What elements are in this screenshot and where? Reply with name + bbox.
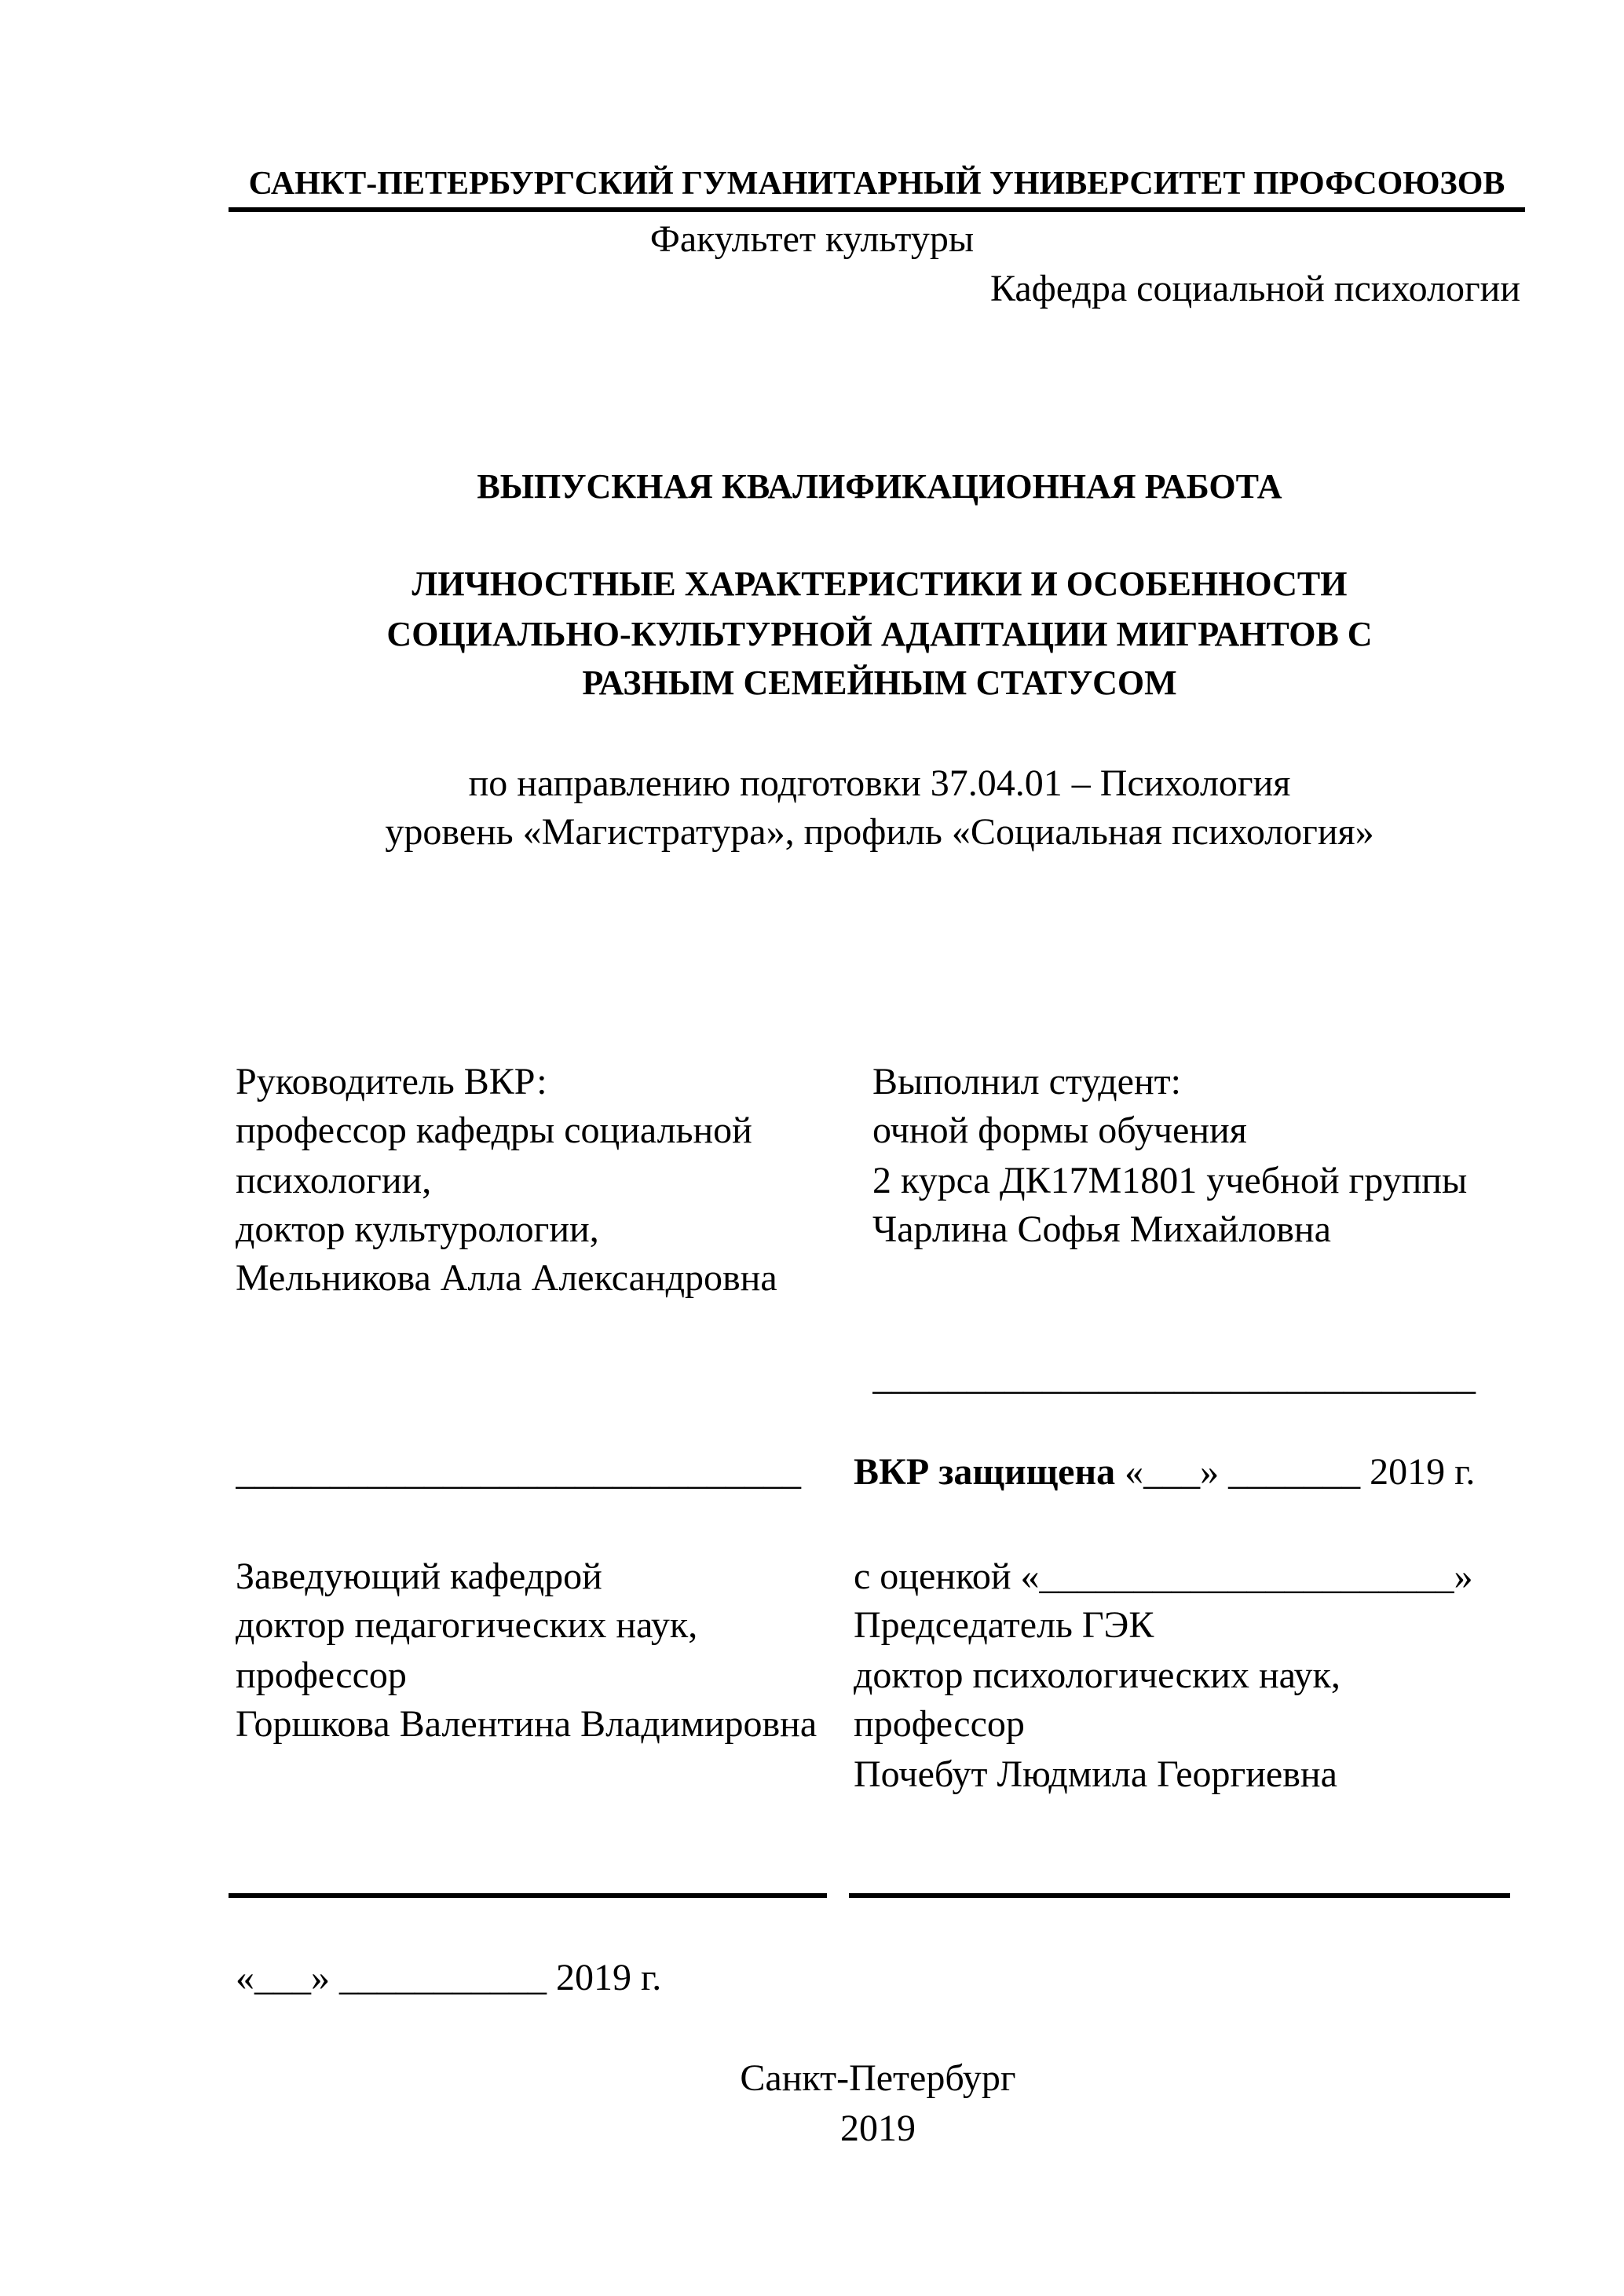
student-line: 2 курса ДК17М1801 учебной группы — [872, 1160, 1468, 1201]
defense-grade: с оценкой «______________________» — [854, 1556, 1473, 1597]
head-line: доктор педагогических наук, — [236, 1604, 698, 1646]
supervisor-line: Руководитель ВКР: — [236, 1061, 547, 1102]
city: Санкт-Петербург — [740, 2057, 1016, 2099]
thesis-title-line: ЛИЧНОСТНЫЕ ХАРАКТЕРИСТИКИ И ОСОБЕННОСТИ — [411, 565, 1348, 603]
head-line: Заведующий кафедрой — [236, 1556, 602, 1597]
header-divider — [229, 207, 1525, 212]
chairman-line: Почебут Людмила Георгиевна — [854, 1753, 1337, 1795]
department-name: Кафедра социальной психологии — [989, 268, 1520, 309]
chairman-line: доктор психологических наук, — [854, 1654, 1341, 1696]
supervisor-signature-line: ______________________________ — [236, 1451, 801, 1493]
university-name: САНКТ-ПЕТЕРБУРГСКИЙ ГУМАНИТАРНЫЙ УНИВЕРСИТЕТ ПРОФСОЮЗОВ — [248, 166, 1505, 202]
supervisor-line: профессор кафедры социальной — [236, 1110, 752, 1151]
study-level: уровень «Магистратура», профиль «Социальная психология» — [385, 811, 1374, 853]
study-direction: по направлению подготовки 37.04.01 – Психология — [468, 762, 1291, 804]
chairman-line: профессор — [854, 1703, 1025, 1745]
supervisor-line: психологии, — [236, 1160, 432, 1201]
chairman-line: Председатель ГЭК — [854, 1604, 1154, 1646]
student-line: Выполнил студент: — [872, 1061, 1181, 1102]
head-line: профессор — [236, 1654, 407, 1696]
head-signature-rule — [229, 1893, 827, 1898]
thesis-title-line: СОЦИАЛЬНО-КУЛЬТУРНОЙ АДАПТАЦИИ МИГРАНТОВ С — [386, 615, 1373, 653]
student-signature-line: ________________________________ — [872, 1356, 1476, 1398]
faculty-name: Факультет культуры — [649, 218, 975, 260]
supervisor-line: Мельникова Алла Александровна — [236, 1257, 777, 1299]
defense-label: ВКР защищена — [854, 1451, 1116, 1493]
chairman-signature-rule — [849, 1893, 1510, 1898]
student-line: очной формы обучения — [872, 1110, 1247, 1151]
supervisor-line: доктор культурологии, — [236, 1208, 599, 1250]
work-type: ВЫПУСКНАЯ КВАЛИФИКАЦИОННАЯ РАБОТА — [477, 467, 1282, 506]
head-line: Горшкова Валентина Владимировна — [236, 1703, 817, 1745]
defense-status — [854, 1447, 1475, 1497]
thesis-title-line: РАЗНЫМ СЕМЕЙНЫМ СТАТУСОМ — [582, 664, 1177, 702]
student-line: Чарлина Софья Михайловна — [872, 1208, 1331, 1250]
year: 2019 — [840, 2108, 916, 2149]
signature-date: «___» ___________ 2019 г. — [236, 1957, 662, 1998]
defense-date: «___» _______ 2019 г. — [1115, 1451, 1476, 1493]
